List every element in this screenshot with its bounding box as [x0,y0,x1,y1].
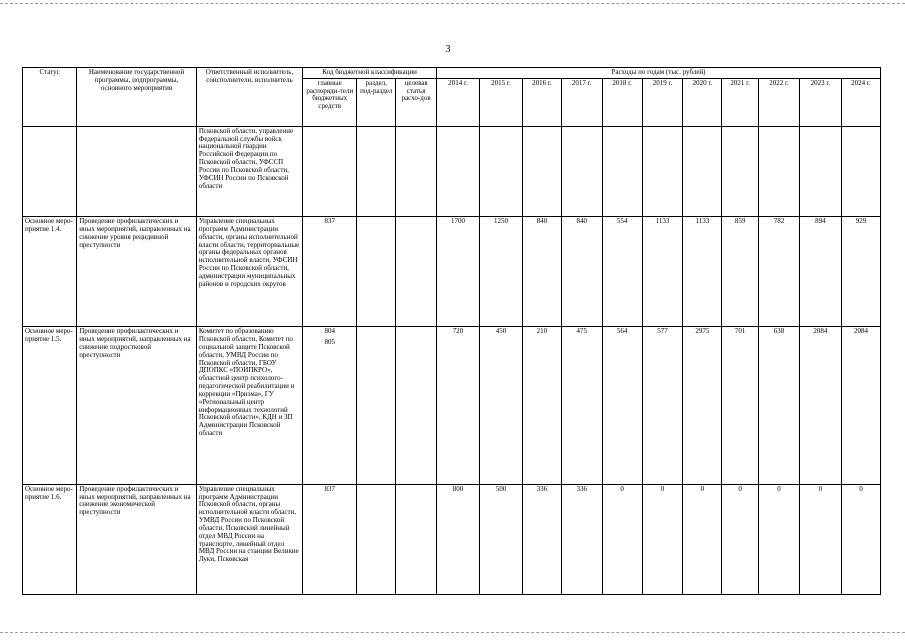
row-executor: Управление специальных программ Администрации Псковской области, органы исполнительной власти области, УМВД России по Псковской области, Псковский линейный отдел МВД России на транспорте, линейный отдел МВД России на станции Великие Луки, Псковская [196,484,302,594]
row-value: 336 [561,484,602,594]
header-year: 2023 г. [799,78,841,126]
row-value [561,126,602,216]
row-executor: Псковской области, управление Федеральной службы войск национальной гвардии Российской Федерации по Псковской области, УФССП России по Псковской области, УФСИН России по Псковской области [196,126,302,216]
row-section [357,484,396,594]
row-status: Основное меро-приятие 1.4. [23,217,77,327]
row-name: Проведение профилактических и иных мероприятий, направленных на снижение подростковой преступности [77,327,197,484]
scan-edge-top [0,3,905,4]
main-admin-code: 837 [324,484,335,493]
row-status [23,126,77,216]
row-main-admin-code [303,327,357,484]
row-value: 701 [722,327,759,484]
scan-edge-bottom [0,632,905,633]
row-value [480,126,523,216]
main-admin-code: 805 [324,338,335,347]
row-target [396,484,437,594]
row-executor: Управление специальных программ Администрации области, органы исполнительной власти области, территориальные органы федеральных органов исполнительной власти, УФСИН России по Псковской области, администрации муниципальных районов и городских округов [196,217,302,327]
row-main-admin-code [303,484,357,594]
row-value: 475 [561,327,602,484]
row-value: 210 [522,327,561,484]
row-value: 840 [522,217,561,327]
row-status: Основное меро-приятие 1.5. [23,327,77,484]
row-value: 0 [722,484,759,594]
main-admin-code: 804 [324,327,335,336]
row-target [396,217,437,327]
page-number: 3 [445,44,451,55]
budget-table [22,67,881,595]
row-value: 894 [799,217,841,327]
header-target-article: целевая статья расхо-дов [396,78,437,126]
row-value: 2975 [683,327,722,484]
header-section: раздел, под-раздел [357,78,396,126]
row-value: 554 [602,217,642,327]
row-main-admin-code [303,217,357,327]
header-name: Наименование государственной программы, подпрограммы, основного мероприятия [77,68,197,127]
row-value [602,126,642,216]
row-name [77,126,197,216]
row-value: 450 [480,327,523,484]
row-value [683,126,722,216]
row-executor: Комитет по образованию Псковской области, Комитет по социальной защите Псковской области, УМВД России по Псковской области, ГБОУ ДПОПКС «ПОИПКРО», областной центр психолого-педагогической реабилитации и коррекции «Призма», ГУ «Региональный центр информационных технологий Псковской области», КДН и ЗП Администрации Псковской области [196,327,302,484]
header-year: 2020 г. [683,78,722,126]
row-section [357,327,396,484]
table-row [23,217,881,327]
header-executor: Ответственный исполнитель, соисполнители, исполнитель [196,68,302,127]
row-status: Основное меро-приятие 1.6. [23,484,77,594]
header-year: 2015 г. [480,78,523,126]
main-admin-code: 837 [324,217,335,226]
row-value: 500 [480,484,523,594]
row-value [522,126,561,216]
row-value: 0 [759,484,800,594]
row-value: 564 [602,327,642,484]
row-value [799,126,841,216]
row-value: 929 [841,217,880,327]
row-value [841,126,880,216]
header-status: Статус [23,68,77,127]
row-main-admin-code [303,126,357,216]
header-year: 2019 г. [642,78,683,126]
row-value [722,126,759,216]
row-value: 800 [437,484,480,594]
row-value: 1133 [683,217,722,327]
row-value: 720 [437,327,480,484]
row-value [759,126,800,216]
table-row [23,327,881,484]
header-year: 2021 г. [722,78,759,126]
row-value: 336 [522,484,561,594]
row-value: 0 [799,484,841,594]
row-value: 0 [841,484,880,594]
header-year: 2018 г. [602,78,642,126]
row-value: 1250 [480,217,523,327]
header-year: 2014 г. [437,78,480,126]
row-value: 840 [561,217,602,327]
row-value [437,126,480,216]
row-target [396,126,437,216]
row-value: 0 [642,484,683,594]
row-name: Проведение профилактических и иных мероприятий, направленных на снижение уровня рецидивной преступности [77,217,197,327]
header-year: 2024 г. [841,78,880,126]
row-value: 2084 [841,327,880,484]
row-value: 0 [683,484,722,594]
header-year: 2022 г. [759,78,800,126]
row-value: 1133 [642,217,683,327]
table-row [23,126,881,216]
row-value [642,126,683,216]
row-value: 782 [759,217,800,327]
row-value: 2084 [799,327,841,484]
row-name: Проведение профилактических и иных мероприятий, направленных на снижение экономической преступности [77,484,197,594]
header-budget-code: Код бюджетной классификации [303,68,437,79]
header-main-admin: главные распоряди-тели бюджетных средств [303,78,357,126]
row-section [357,126,396,216]
row-value: 0 [602,484,642,594]
row-target [396,327,437,484]
table-row [23,484,881,594]
row-value: 859 [722,217,759,327]
row-value: 638 [759,327,800,484]
header-year: 2017 г. [561,78,602,126]
row-value: 1700 [437,217,480,327]
header-year: 2016 г. [522,78,561,126]
row-value: 577 [642,327,683,484]
header-expenses: Расходы по годам (тыс. рублей) [437,68,881,79]
row-section [357,217,396,327]
